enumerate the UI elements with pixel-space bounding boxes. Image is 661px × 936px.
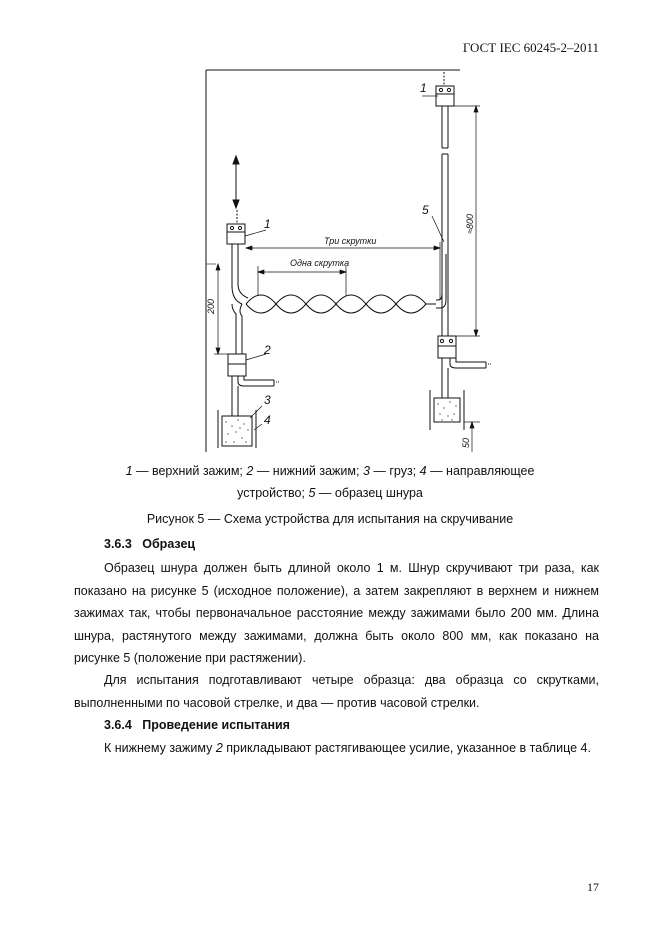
twist-test-diagram (180, 64, 510, 454)
right-assembly (430, 72, 492, 430)
label-one-twist: Одна скрутка (290, 258, 350, 268)
label-3: 3 (264, 393, 271, 407)
section-heading-3-6-3: 3.6.3 Образец (104, 537, 196, 551)
label-2: 2 (264, 343, 271, 357)
label-5: 5 (422, 203, 429, 217)
label-three-twists: Три скрутки (324, 236, 377, 246)
legend-line-2: устройство; 5 — образец шнура (237, 486, 423, 500)
label-800: ≈800 (465, 214, 475, 234)
page-number: 17 (587, 880, 599, 894)
label-200: 200 (206, 298, 216, 314)
paragraph-sample: Образец шнура должен быть длиной около 1 м. Шнур скручивают три раза, как показано на рисунке 5 (исходное положение), а затем закрепляют в верхнем и нижнем зажимах так, чтобы первоначальное расстояние между зажимами было 200 мм. Длина шнура, растянутого между зажимами, должна быть около 800 мм, как показано на рисунке 5 (положение при растяжении). (74, 561, 599, 665)
label-4: 4 (264, 413, 271, 427)
document-header: ГОСТ IEC 60245-2–2011 (462, 40, 599, 55)
paragraph-samples-count: Для испытания подготавливают четыре образца: два образца со скрутками, выполненными по часовой стрелке, и два — против часовой стрелки. (74, 673, 599, 710)
figure-title: Рисунок 5 — Схема устройства для испытания на скручивание (146, 512, 514, 526)
label-1-left: 1 (264, 217, 271, 231)
section-heading-3-6-4: 3.6.4 Проведение испытания (104, 718, 290, 732)
left-assembly (218, 156, 280, 448)
legend-line-1: 1 — верхний зажим; 2 — нижний зажим; 3 — груз; 4 — направляющее (125, 464, 535, 478)
paragraph-test-procedure: К нижнему зажиму 2 прикладывают растягивающее усилие, указанное в таблице 4. (104, 741, 591, 755)
label-50: 50 (461, 437, 471, 448)
figure-legend (100, 460, 560, 504)
label-1-right: 1 (420, 81, 427, 95)
